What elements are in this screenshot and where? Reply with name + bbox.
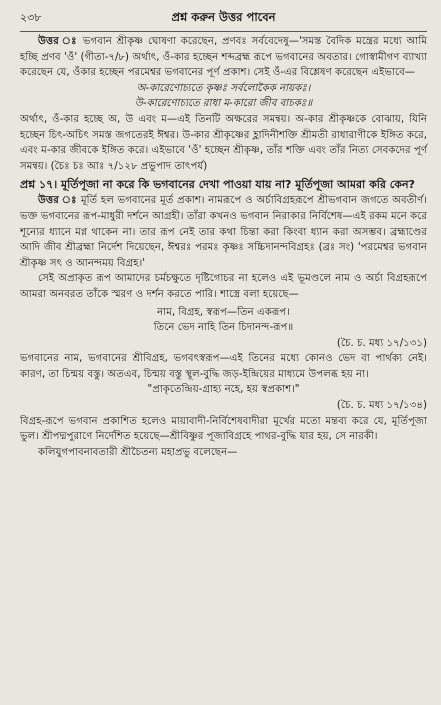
paragraph: কলিযুগপাবনাবতারী শ্রীচৈতন্য মহাপ্রভু বলেছেন— — [38, 446, 238, 458]
verse-line: নাম, বিগ্রহ, স্বরূপ—তিন একরূপ। — [157, 306, 290, 318]
paragraph: ভগবানের নাম, ভগবানের শ্রীবিগ্রহ, ভগবৎস্বরূপ—এই তিনের মধ্যে কোনও ভেদ বা পার্থক্য নেই। কারণ, তা চিন্ময় বস্তু। অতএব, চিন্ময় বস্তু স্থূল-বুদ্ধি জড়-ইন্দ্রিয়ের মাধ্যমে উপলব্ধ হয় না। — [20, 353, 427, 380]
paragraph: বিগ্রহ-রূপে ভগবান প্রকাশিত হলেও মায়াবাদী-নির্বিশেষবাদীরা মূর্খের মতো মন্তব্য করে যে, মূর্তিপূজা ভুল। শ্রীপদ্মপুরাণে নির্দেশিত হয়েছে—শ্রীবিষ্ণুর পূজাবিগ্রহে পাথর-বুদ্ধি যার হয়, সে নারকী। — [20, 415, 427, 443]
citation: (চৈ. চ. মধ্য ১৭/১৩১) — [336, 337, 427, 349]
answer-text: ভগবান শ্রীকৃষ্ণ ঘোষণা করেছেন, প্রণবঃ সর্ববেদেষু—'সমস্ত বৈদিক মন্ত্রের মধ্যে আমি হচ্ছি প্রণব 'ওঁ' (গীতা-৭/৮) অর্থাৎ, ওঁ-কার হচ্ছেন শব্দব্রহ্ম রূপে ভগবানের অবতার। গোস্বামীগণ ব্যাখ্যা করেছেন যে, ওঁকার হচ্ছেন পরমেশ্বর ভগবানের পূর্ণ প্রকাশ। সেই ওঁ-এর বিশ্লেষণ করেছেন এইভাবে— — [20, 36, 427, 79]
page-header — [20, 10, 427, 30]
answer-label: উত্তর ঃ — [38, 36, 79, 47]
answer-paragraph — [20, 193, 427, 271]
paragraph: অর্থাৎ, ওঁ-কার হচ্ছে অ, উ এবং ম—এই তিনটি অক্ষরের সমন্বয়। অ-কার শ্রীকৃষ্ণকে বোঝায়, যিনি হচ্ছেন চিৎ-অচিৎ সমস্ত জগতেরই ঈশ্বর। উ-কার শ্রীকৃষ্ণের হ্লাদিনীশক্তি শ্রীমতী রাধারাণীকে ইঙ্গিত করে, এবং ম-কার জীবকে ইঙ্গিত করে। এইভাবে 'ওঁ' হচ্ছেন শ্রীকৃষ্ণ, তাঁর শক্তি এবং তাঁর নিত্য সেবকদের পূর্ণ সমন্বয়। (চৈঃ চঃ আঃ ৭/১২৮ প্রভুপাদ তাৎপর্য) — [20, 113, 427, 172]
question-heading: প্রশ্ন ১৭। মূর্তিপূজা না করে কি ভগবানের দেখা পাওয়া যায় না? মূর্তিপূজা আমরা করি কেন? — [20, 178, 415, 192]
answer-paragraph — [20, 34, 427, 81]
paragraph: সেই অপ্রাকৃত রূপ আমাদের চর্মচক্ষুতে দৃষ্টিগোচর না হলেও এই ভূমণ্ডলে নাম ও অর্চা বিগ্রহরূপে আমরা অনবরত তাঁকে স্মরণ ও দর্শন করতে পারি। শাস্ত্রে বলা হয়েছে— — [20, 273, 427, 300]
answer-label: উত্তর ঃ — [38, 195, 78, 207]
citation: (চৈ. চ. মধ্য ১৭/১৩৪) — [336, 400, 427, 412]
header-rule — [20, 31, 427, 32]
verse-line: তিনে ভেদ নাহি তিন চিদানন্দ-রূপ॥ — [153, 322, 294, 334]
running-title: প্রশ্ন করুন উত্তর পাবেন — [171, 10, 276, 24]
verse-line: "প্রাকৃতেন্দ্রিয়-গ্রাহ্য নহে, হয় স্বপ্রকাশ।" — [147, 384, 300, 396]
verse-line: অ-কারেণোচ্যতে কৃষ্ণঃ সর্বলোকৈক নায়কঃ। — [136, 82, 311, 94]
verse-line: উ-কারেণোচ্যতে রাধা ম-কারো জীব বাচকঃ॥ — [134, 98, 313, 110]
answer-text: মূর্তি হল ভগবানের মূর্ত প্রকাশ। নামরূপে ও অর্চাবিগ্রহরূপে শ্রীভগবান জগতে অবতীর্ণ। ভক্ত ভগবানের রূপ-মাধুরী দর্শনে আগ্রহী। তাঁরা কখনও ভগবান নিরাকার নির্বিশেষ—এই রকম মনে করে শূন্যের ধ্যানে মগ্ন থাকেন না। তার রূপ নেই তার কথা চিন্তা করা কিংবা ধ্যান করা অসম্ভব। ব্রহ্মাণ্ডের আদি জীব শ্রীব্রহ্মা নির্দেশ দিয়েছেন, ঈশ্বরঃ পরমঃ কৃষ্ণঃ সচ্চিদানন্দবিগ্রহঃ (ব্রঃ সং) 'পরমেশ্বর ভগবান শ্রীকৃষ্ণ সৎ ও আনন্দময় বিগ্রহ।' — [20, 195, 427, 269]
page-number: ২৩৮ — [20, 11, 42, 24]
